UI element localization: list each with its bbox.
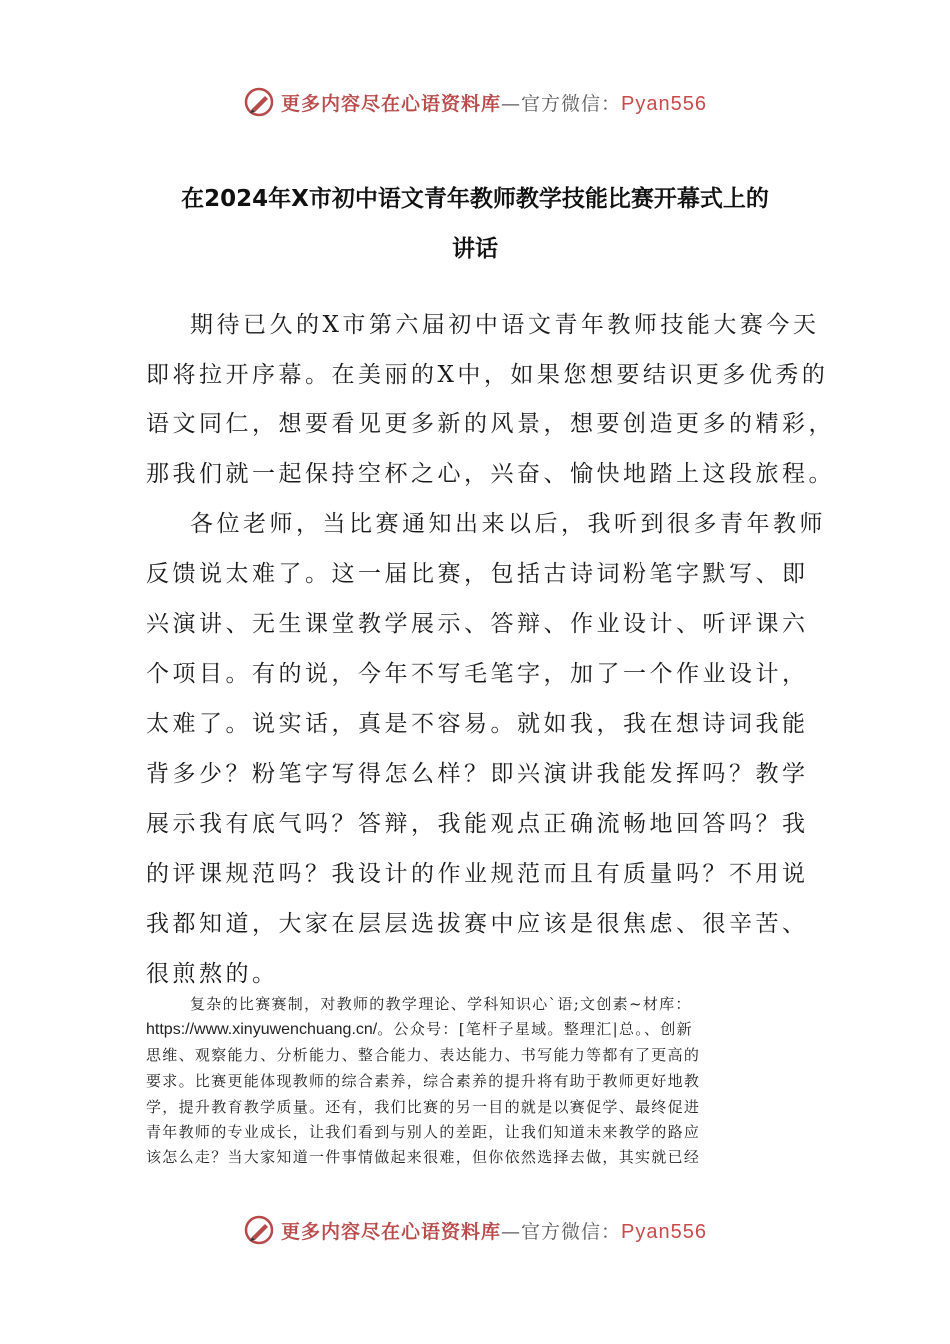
website-url: https://www.xinyuwenchuang.cn/ — [146, 1021, 378, 1038]
body-line: 太难了。说实话，真是不容易。就如我，我在想诗词我能 — [146, 711, 809, 737]
body-line: 即将拉开序幕。在美丽的X中，如果您想要结识更多优秀的 — [146, 362, 829, 388]
body-line: 反馈说太难了。这一届比赛，包括古诗词粉笔字默写、即 — [146, 561, 809, 587]
body-line: 那我们就一起保持空杯之心，兴奋、愉快地踏上这段旅程。 — [146, 461, 835, 487]
body-line: 兴演讲、无生课堂教学展示、答辩、作业设计、听评课六 — [146, 611, 809, 637]
small-text-line — [146, 1018, 693, 1039]
body-line: 展示我有底气吗？答辩，我能观点正确流畅地回答吗？我 — [146, 811, 809, 837]
small-text-line: 青年教师的专业成长，让我们看到与别人的差距，让我们知道未来教学的路应 — [146, 1123, 701, 1141]
header-watermark — [0, 82, 950, 122]
body-line: 很煎熬的。 — [146, 961, 279, 987]
watermark-wechat-id: Pyan556 — [621, 92, 707, 115]
small-text-line: 思维、观察能力、分析能力、整合能力、表达能力、书写能力等都有了更高的 — [146, 1046, 701, 1064]
body-line: 背多少？粉笔字写得怎么样？即兴演讲我能发挥吗？教学 — [146, 761, 809, 787]
watermark-text: 更多内容尽在心语资料库 — [281, 1220, 502, 1243]
small-text-segment: 。公众号：[笔杆子星域。整理汇|总。、创新 — [377, 1020, 693, 1038]
document-title-line-1: 在2024年X市初中语文青年教师教学技能比赛开幕式上的 — [181, 186, 769, 212]
watermark-wechat-id: Pyan556 — [621, 1220, 707, 1243]
body-line: 我都知道，大家在层层选拔赛中应该是很焦虑、很辛苦、 — [146, 911, 809, 937]
small-text-line: 该怎么走？当大家知道一件事情做起来很难，但你依然选择去做，其实就已经 — [146, 1148, 701, 1166]
watermark-label: —官方微信： — [501, 1220, 622, 1243]
body-line: 各位老师，当比赛通知出来以后，我听到很多青年教师 — [190, 511, 826, 537]
small-text-line: 要求。比赛更能体现教师的综合素养，综合素养的提升将有助于教师更好地教 — [146, 1072, 701, 1090]
pen-logo-icon — [243, 86, 275, 118]
small-text-line: 学，提升教育教学质量。还有，我们比赛的另一目的就是以赛促学、最终促进 — [146, 1098, 701, 1116]
footer-watermark — [0, 1210, 950, 1250]
body-line: 的评课规范吗？我设计的作业规范而且有质量吗？不用说 — [146, 861, 809, 887]
body-line: 期待已久的X市第六届初中语文青年教师技能大赛今天 — [190, 312, 820, 338]
document-title-line-2: 讲话 — [452, 236, 498, 262]
body-line: 个项目。有的说，今年不写毛笔字，加了一个作业设计， — [146, 661, 809, 687]
pen-logo-icon — [243, 1214, 275, 1246]
body-line: 语文同仁，想要看见更多新的风景，想要创造更多的精彩， — [146, 411, 835, 437]
small-text-line: 复杂的比赛赛制，对教师的教学理论、学科知识心`语;文创素~材库： — [190, 995, 692, 1013]
watermark-text: 更多内容尽在心语资料库 — [281, 92, 502, 115]
watermark-label: —官方微信： — [501, 92, 622, 115]
